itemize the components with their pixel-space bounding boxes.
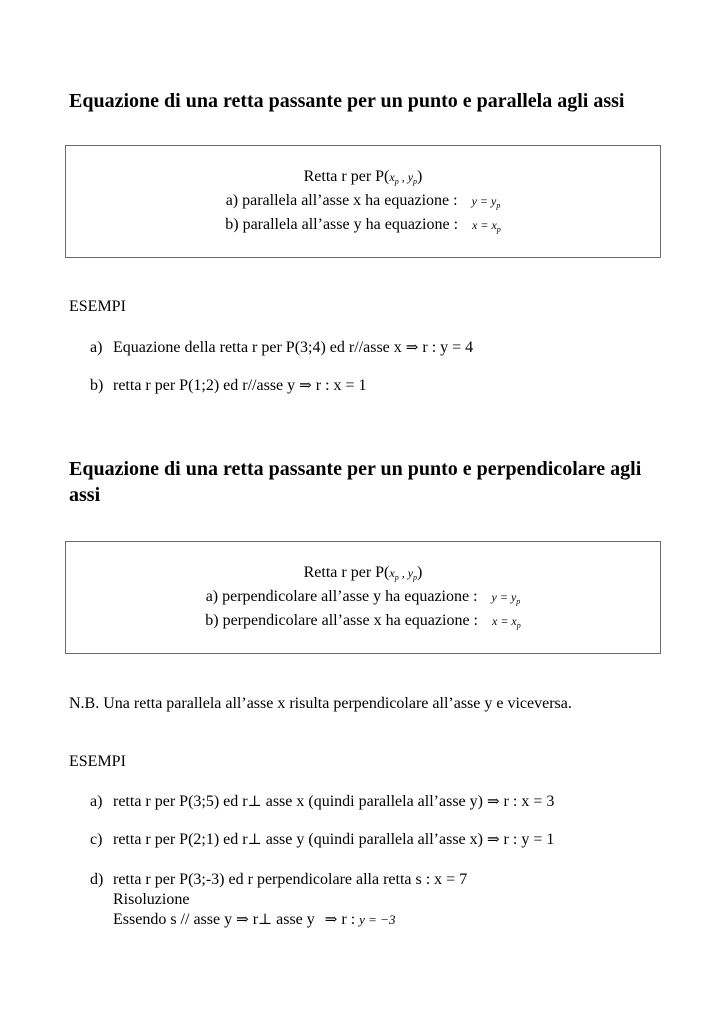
implies-icon: ⇒	[486, 832, 500, 848]
box-line-b: b) parallela all’asse y ha equazione : $x = x_p$	[225, 216, 501, 234]
example-item-a: a) retta r per P(3;5) ed r⊥ asse x (quindi parallela all’asse y) ⇒ r : x = 3	[90, 793, 555, 810]
box-line-point: Retta r per $P(x_p$ , $y_p$)	[303, 564, 423, 582]
example-item-a: a) Equazione della retta r per P(3;4) ed r//asse x ⇒ r : y = 4	[90, 339, 474, 356]
example-d-essendo: Essendo s // asse y ⇒ r⊥ asse y ⇒ r : y = −3	[113, 911, 396, 928]
formula-box-parallel	[65, 145, 661, 258]
box-line-point: Retta r per $P(x_p$ , $y_p$)	[303, 168, 423, 186]
box-line-a: a) parallela all’asse x ha equazione : $y = y_p$	[225, 192, 501, 210]
example-item-b: b) retta r per P(1;2) ed r//asse y ⇒ r : x = 1	[90, 377, 367, 394]
box-line-b: b) perpendicolare all’asse x ha equazione : $x = x_p$	[205, 612, 521, 630]
implies-icon: ⇒	[486, 794, 500, 810]
example-item-d: d) retta r per P(3;-3) ed r perpendicolare alla retta s : x = 7	[90, 871, 468, 888]
examples-heading: ESEMPI	[69, 753, 126, 770]
example-d-risoluzione: Risoluzione	[113, 891, 190, 908]
implies-icon: ⇒	[236, 912, 249, 928]
examples-heading: ESEMPI	[69, 298, 126, 315]
implies-icon: ⇒	[299, 378, 312, 394]
perpendicular-icon: ⊥	[247, 794, 262, 810]
example-item-c: c) retta r per P(2;1) ed r⊥ asse y (quindi parallela all’asse x) ⇒ r : y = 1	[90, 831, 555, 848]
note-text: N.B. Una retta parallela all’asse x risulta perpendicolare all’asse y e viceversa.	[69, 695, 572, 712]
formula-box-perpendicular	[65, 541, 661, 654]
perpendicular-icon: ⊥	[247, 832, 262, 848]
perpendicular-icon: ⊥	[258, 912, 273, 928]
section-title-perpendicular: Equazione di una retta passante per un punto e perpendicolare agli assi	[69, 458, 642, 506]
box-line-a: a) perpendicolare all’asse y ha equazione : $y = y_p$	[205, 588, 521, 606]
section-title-parallel: Equazione di una retta passante per un punto e parallela agli assi	[69, 90, 625, 112]
implies-icon: ⇒	[405, 340, 419, 356]
implies-icon: ⇒	[324, 912, 338, 928]
